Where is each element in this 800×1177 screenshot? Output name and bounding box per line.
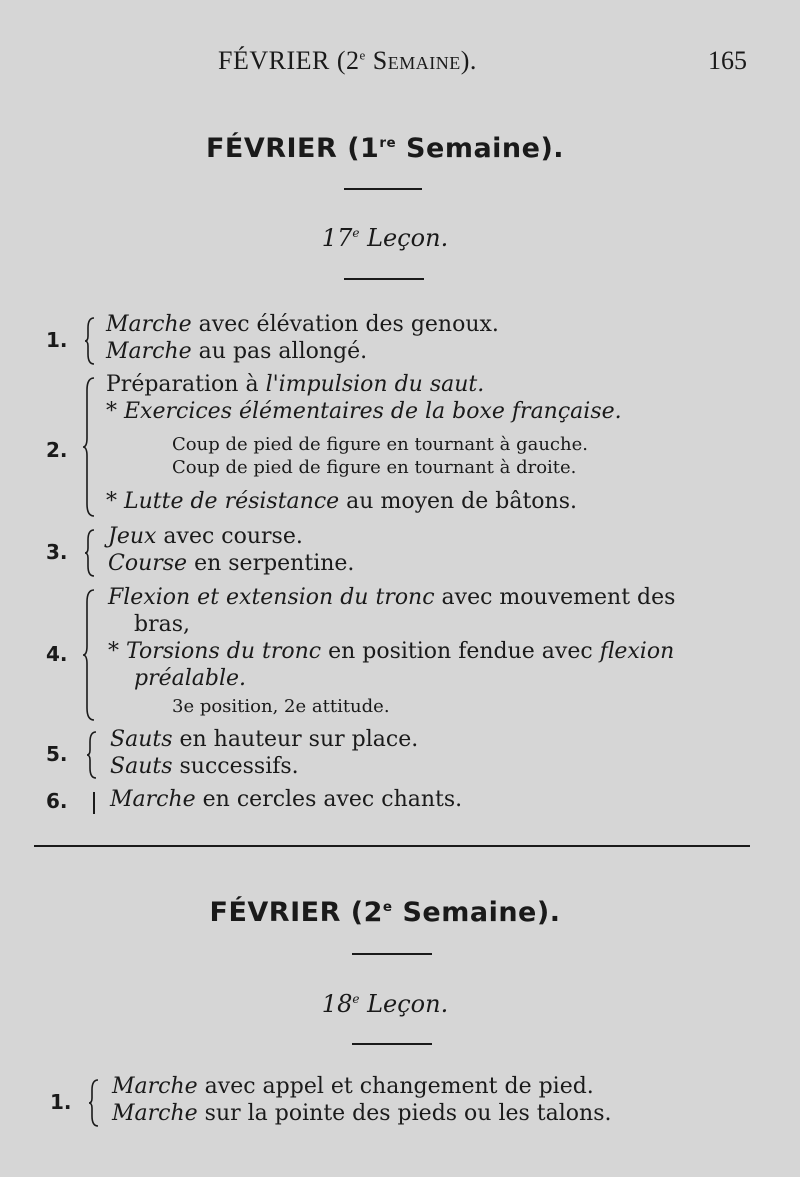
exercise-line: bras, [134, 612, 190, 637]
section-separator [34, 845, 750, 847]
lesson-heading-17: 17e Leçon. [321, 224, 449, 252]
exercise-line: Marche en cercles avec chants. [110, 787, 463, 812]
brace-icon [86, 730, 100, 780]
brace-icon [84, 528, 98, 578]
exercise-line: Marche sur la pointe des pieds ou les talons. [112, 1101, 612, 1126]
exercise-line: Sauts en hauteur sur place. [110, 727, 419, 752]
item-number: 1. [46, 328, 68, 352]
brace-icon [84, 316, 98, 366]
item-number: 3. [46, 540, 68, 564]
exercise-line: Préparation à l'impulsion du saut. [106, 372, 485, 397]
exercise-subline: Coup de pied de figure en tournant à gauche. [172, 434, 588, 455]
exercise-line: préalable. [134, 666, 247, 691]
item-number: 1. [50, 1090, 72, 1114]
exercise-line: Sauts successifs. [110, 754, 299, 779]
exercise-line: * Exercices élémentaires de la boxe française. [106, 399, 622, 424]
running-head [0, 46, 800, 82]
brace-icon [82, 588, 98, 722]
section-title-week2: FÉVRIER (2e Semaine). [209, 897, 561, 928]
exercise-line: Marche avec appel et changement de pied. [112, 1074, 594, 1099]
bar-divider [93, 792, 95, 814]
exercise-line: * Torsions du tronc en position fendue avec flexion [108, 639, 675, 664]
item-number: 2. [46, 438, 68, 462]
brace-icon [88, 1078, 102, 1128]
running-head-title: FÉVRIER (2e Semaine). [218, 46, 477, 75]
item-number: 4. [46, 642, 68, 666]
lesson-heading-18: 18e Leçon. [321, 990, 449, 1018]
exercise-line: Jeux avec course. [108, 524, 303, 549]
exercise-subline: Coup de pied de figure en tournant à droite. [172, 457, 577, 478]
brace-icon [82, 376, 98, 518]
item-number: 6. [46, 789, 68, 813]
exercise-subline: 3e position, 2e attitude. [172, 696, 390, 717]
exercise-line: Course en serpentine. [108, 551, 355, 576]
divider [344, 278, 424, 280]
exercise-line: Flexion et extension du tronc avec mouvement des [108, 585, 676, 610]
exercise-line: Marche au pas allongé. [106, 339, 368, 364]
exercise-line: Marche avec élévation des genoux. [106, 312, 499, 337]
exercise-line: * Lutte de résistance au moyen de bâtons. [106, 489, 578, 514]
divider [352, 953, 432, 955]
section-title-week1: FÉVRIER (1re Semaine). [205, 133, 565, 164]
divider [344, 188, 422, 190]
divider [352, 1043, 432, 1045]
item-number: 5. [46, 742, 68, 766]
page-number: 165 [708, 46, 747, 75]
